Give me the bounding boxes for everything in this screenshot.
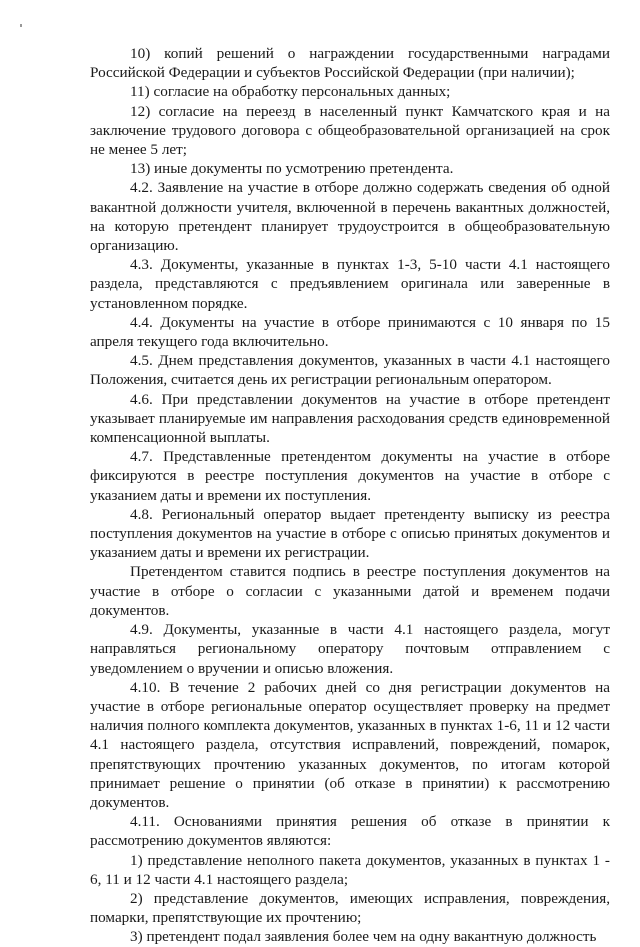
- scan-speck: [20, 24, 22, 27]
- clause-4-11-item-1: 1) представление неполного пакета документов, указанных в пунктах 1 - 6, 11 и 12 части 4.1 настоящего раздела;: [90, 851, 610, 888]
- item-12: 12) согласие на переезд в населенный пункт Камчатского края и на заключение трудового договора с общеобразовательной организацией на срок не менее 5 лет;: [90, 102, 610, 159]
- item-11: 11) согласие на обработку персональных данных;: [130, 83, 451, 101]
- item-10: 10) копий решений о награждении государственными наградами Российской Федерации и субъектов Российской Федерации (при наличии);: [90, 45, 610, 82]
- clause-4-7: 4.7. Представленные претендентом документы на участие в отборе фиксируются в реестре поступления документов на участие в отборе с указанием даты и времени их поступления.: [90, 448, 610, 504]
- clause-4-4: 4.4. Документы на участие в отборе принимаются с 10 января по 15 апреля текущего года включительно.: [90, 313, 610, 351]
- clause-4-11-item-3: 3) претендент подал заявления более чем на одну вакантную должность: [130, 928, 597, 946]
- clause-4-11-item-2: 2) представление документов, имеющих исправления, повреждения, помарки, препятствующие их прочтению;: [90, 889, 610, 927]
- item-13: 13) иные документы по усмотрению претендента.: [130, 160, 454, 178]
- clause-4-5: 4.5. Днем представления документов, указанных в части 4.1 настоящего Положения, считается день их регистрации региональным оператором.: [90, 352, 610, 389]
- clause-4-2: 4.2. Заявление на участие в отборе должно содержать сведения об одной вакантной должности учителя, включенной в перечень вакантных должностей, на которую претендент планирует трудоустроится в общеобразовательную организацию.: [90, 179, 610, 255]
- clause-4-10: 4.10. В течение 2 рабочих дней со дня регистрации документов на участие в отборе региональные оператор осуществляет проверку на предмет наличия полного комплекта документов, указанных в пунктах 1-6, 11 и 12 части 4.1 настоящего раздела, отсутствия исправлений, повреждений, помарок, препятствующих прочтению указанных документов, по итогам которой принимает решение о принятии (об отказе в принятии) к рассмотрению документов.: [90, 678, 610, 811]
- clause-4-9: 4.9. Документы, указанные в части 4.1 настоящего раздела, могут направляться региональному оператору почтовым отправлением с уведомлением о вручении и описью вложения.: [90, 621, 610, 677]
- clause-4-8: 4.8. Региональный оператор выдает претенденту выписку из реестра поступления документов на участие в отборе с описью принятых документов и указанием даты и времени их регистрации.: [90, 505, 610, 562]
- clause-4-6: 4.6. При представлении документов на участие в отборе претендент указывает планируемые им направления расходования средств единовременной компенсационной выплаты.: [90, 390, 610, 447]
- clause-4-8-signature: Претендентом ставится подпись в реестре поступления документов на участие в отборе о согласии с указанными датой и временем подачи документов.: [90, 563, 610, 619]
- clause-4-11: 4.11. Основаниями принятия решения об отказе в принятии к рассмотрению документов являются:: [90, 813, 610, 850]
- document-page: [90, 44, 610, 947]
- clause-4-3: 4.3. Документы, указанные в пунктах 1-3, 5-10 части 4.1 настоящего раздела, представляются с предъявлением оригинала или заверенные в установленном порядке.: [90, 256, 610, 312]
